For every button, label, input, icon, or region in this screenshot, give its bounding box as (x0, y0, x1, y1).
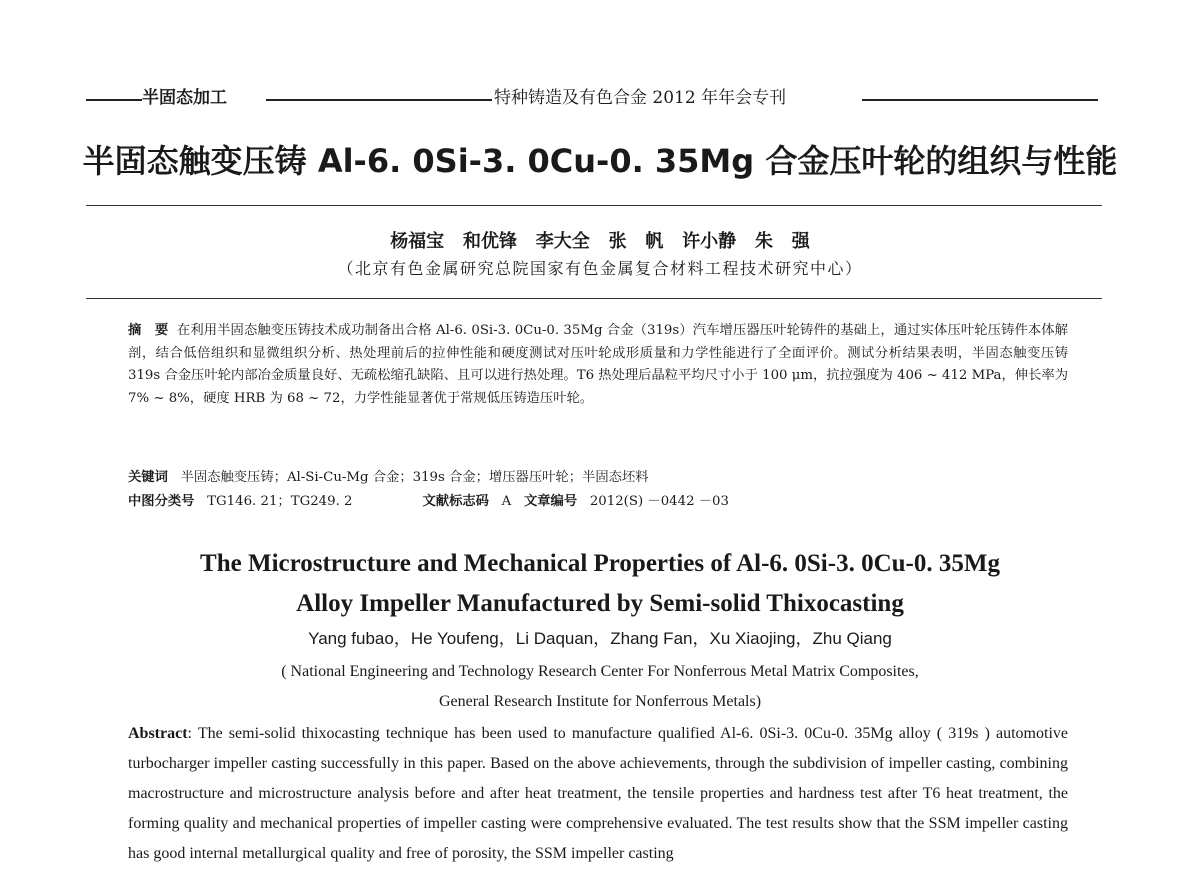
header-rule-left (86, 99, 146, 101)
title-rule-top (86, 205, 1102, 206)
running-header (86, 86, 1098, 112)
keywords-chinese-label: 关键词 (128, 470, 168, 485)
article-number-value: 2012(S) －0442 －03 (589, 494, 729, 509)
abstract-chinese-text: 在利用半固态触变压铸技术成功制备出合格 Al-6. 0Si-3. 0Cu-0. 35Mg 合金（319s）汽车增压器压叶轮铸件的基础上，通过实体压叶轮压铸件本体解剖，结合低倍组织和显微组织分析、热处理前后的拉伸性能和硬度测试对压叶轮成形质量和力学性能进行了全面评价。测试分析结果表明，半固态触变压铸 319s 合金压叶轮内部冶金质量良好、无疏松缩孔缺陷、且可以进行热处理。T6 热处理后晶粒平均尺寸小于 100 μm，抗拉强度为 406 ~ 412 MPa，伸长率为 7% ~ 8%，硬度 HRB 为 68 ~ 72，力学性能显著优于常规低压铸造压叶轮。 (128, 323, 1069, 406)
abstract-english-text: The semi-solid thixocasting technique has been used to manufacture qualified Al-6. 0Si-3. 0Cu-0. 35Mg alloy ( 319s ) automotive turbocharger impeller casting successfully in this paper. Based on the above achievements, through the subdivision of impeller casting, combining macrostructure and microstructure analysis before and after heat treatment, the tensile properties and hardness test after T6 heat treatment, the forming quality and mechanical properties of impeller casting were comprehensive evaluated. The test results show that the SSM impeller casting has good internal metallurgical quality and free of porosity, the SSM impeller casting (128, 725, 1068, 862)
affiliation-english-line2: General Research Institute for Nonferrous Metals) (438, 693, 762, 710)
header-journal-label: 特种铸造及有色合金 2012 年年会专刊 (494, 88, 787, 108)
header-rule-right (862, 99, 1098, 101)
keywords-chinese (128, 467, 1068, 489)
doc-code-label: 文献标志码 (422, 494, 489, 509)
affiliation-chinese: （北京有色金属研究总院国家有色金属复合材料工程技术研究中心） (337, 259, 863, 278)
title-english-line2: Alloy Impeller Manufactured by Semi-solid Thixocasting (296, 590, 904, 617)
header-rule-middle (266, 99, 492, 101)
abstract-english: Abstract: The semi-solid thixocasting technique has been used to manufacture qualified Al-6. 0Si-3. 0Cu-0. 35Mg alloy ( 319s ) automotive turbocharger impeller casting successfully in this paper. Based on the above achievements, through the subdivision of impeller casting, combining macrostructure and microstructure analysis before and after heat treatment, the tensile properties and hardness test after T6 heat treatment, the forming quality and mechanical properties of impeller casting were comprehensive evaluated. The test results show that the SSM impeller casting has good internal metallurgical quality and free of porosity, the SSM impeller casting (128, 725, 1068, 862)
article-number-label: 文章编号 (523, 494, 578, 509)
keywords-chinese-text: 半固态触变压铸；Al-Si-Cu-Mg 合金；319s 合金；增压器压叶轮；半固态坯料 (180, 470, 649, 485)
title-rule-bottom (86, 298, 1102, 299)
classification-line (128, 491, 1068, 513)
abstract-english-label: Abstract (128, 725, 188, 742)
classification-label: 中图分类号 (128, 494, 195, 509)
abstract-chinese (128, 320, 1068, 410)
title-chinese: 半固态触变压铸 Al-6. 0Si-3. 0Cu-0. 35Mg 合金压叶轮的组织与性能 (82, 142, 1118, 180)
title-english-line1: The Microstructure and Mechanical Properties of Al-6. 0Si-3. 0Cu-0. 35Mg (200, 550, 1000, 577)
abstract-chinese-label: 摘 要 (128, 323, 169, 338)
authors-english: Yang fubao，He Youfeng，Li Daquan，Zhang Fan，Xu Xiaojing，Zhu Qiang (308, 629, 892, 648)
affiliation-english-line1: ( National Engineering and Technology Research Center For Nonferrous Metal Matrix Composites, (281, 663, 919, 680)
classification-value: TG146. 21；TG249. 2 (207, 494, 353, 509)
header-section-label: 半固态加工 (142, 88, 227, 108)
authors-chinese: 杨福宝 和优锋 李大全 张 帆 许小静 朱 强 (390, 231, 810, 252)
doc-code-value: A (501, 494, 512, 509)
